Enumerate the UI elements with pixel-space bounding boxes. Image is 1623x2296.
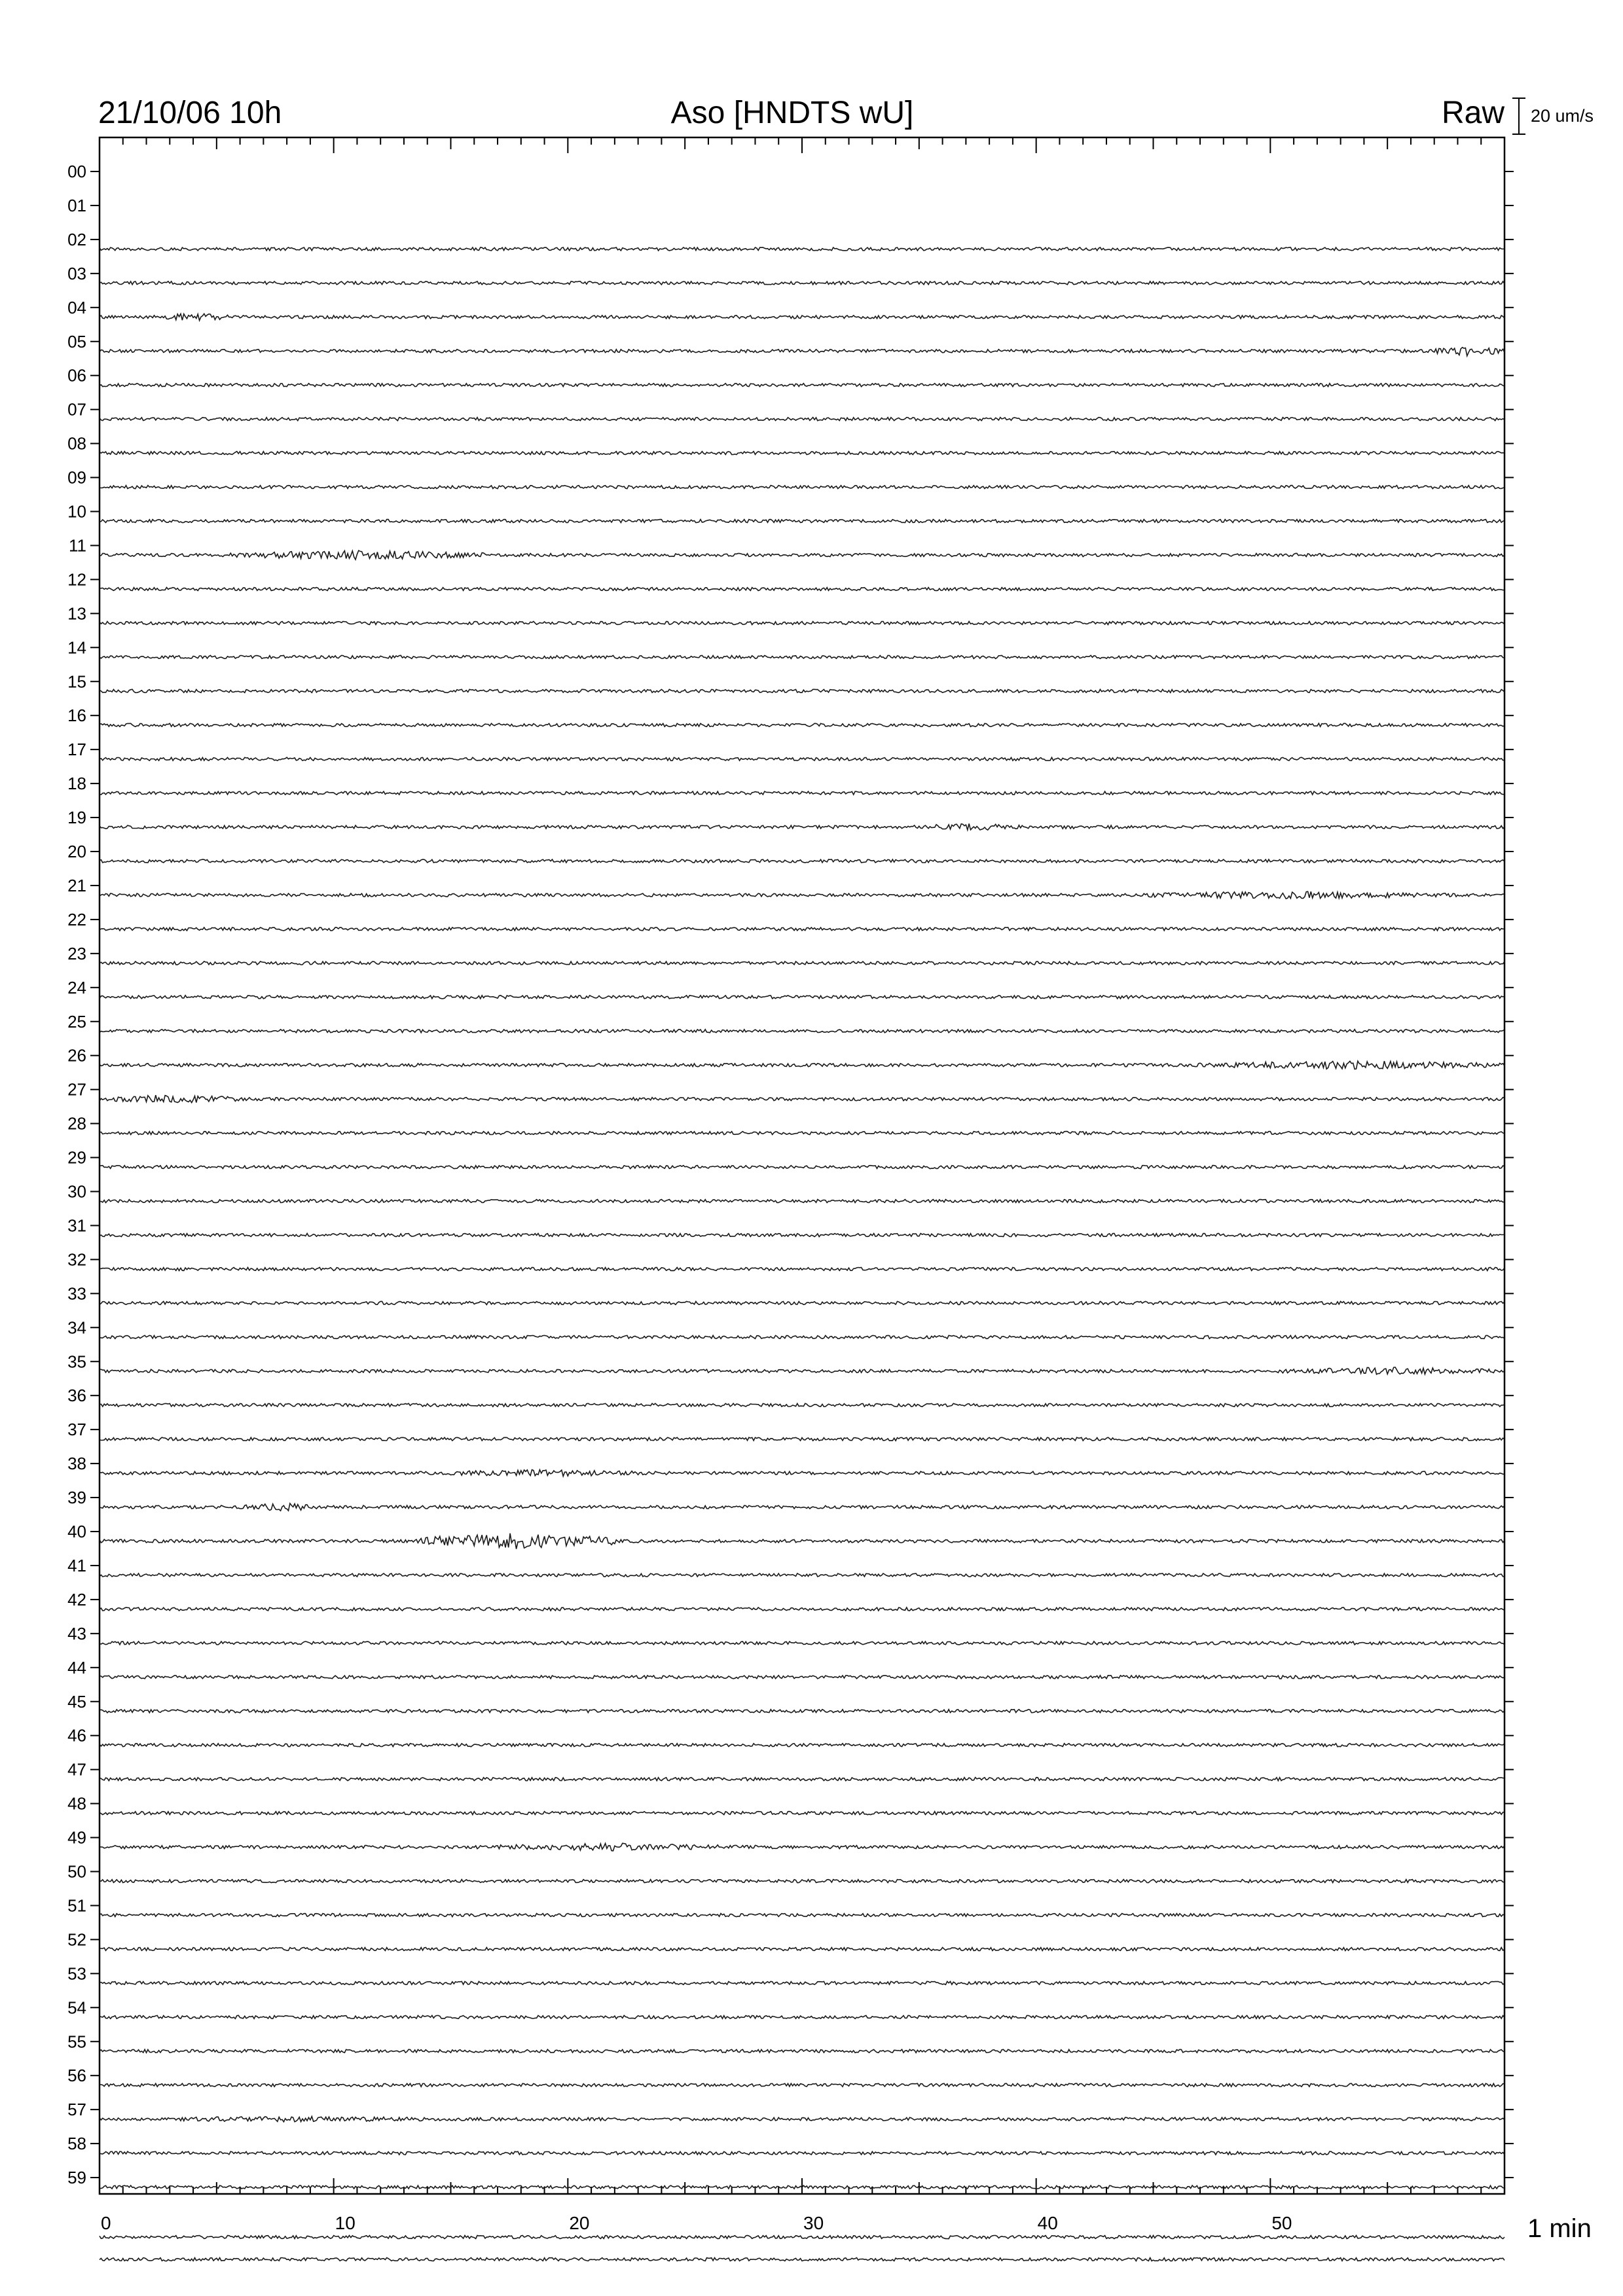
- time-unit-label: 1 min: [1527, 2214, 1592, 2243]
- row-label-47: 47: [67, 1759, 86, 1780]
- row-label-34: 34: [67, 1318, 86, 1338]
- chart-title: Aso [HNDTS wU]: [670, 96, 914, 130]
- trace-row-08: [100, 452, 1504, 455]
- trace-row-30: [100, 1200, 1504, 1203]
- amplitude-scale-bar: [1512, 98, 1525, 134]
- trace-row-55: [100, 2049, 1504, 2053]
- row-label-22: 22: [67, 909, 86, 929]
- row-label-54: 54: [67, 1998, 86, 2018]
- row-label-42: 42: [67, 1589, 86, 1609]
- row-label-37: 37: [67, 1420, 86, 1440]
- trace-row-10: [100, 520, 1504, 523]
- trace-row-32: [100, 1267, 1504, 1270]
- row-label-02: 02: [67, 229, 86, 249]
- row-label-50: 50: [67, 1861, 86, 1882]
- trace-row-46: [100, 1744, 1504, 1747]
- row-label-27: 27: [67, 1079, 86, 1100]
- trace-row-42: [100, 1607, 1504, 1611]
- row-label-49: 49: [67, 1827, 86, 1848]
- row-label-17: 17: [67, 740, 86, 760]
- row-label-43: 43: [67, 1623, 86, 1643]
- row-label-23: 23: [67, 943, 86, 963]
- row-label-18: 18: [67, 774, 86, 794]
- row-label-13: 13: [67, 603, 86, 624]
- row-label-08: 08: [67, 433, 86, 454]
- row-label-52: 52: [67, 1929, 86, 1950]
- row-label-15: 15: [67, 672, 86, 692]
- row-label-09: 09: [67, 467, 86, 488]
- trace-row-05: [100, 348, 1504, 356]
- trace-row-49: [100, 1843, 1504, 1851]
- row-label-07: 07: [67, 399, 86, 420]
- trace-row-25: [100, 1030, 1504, 1033]
- row-label-38: 38: [67, 1454, 86, 1474]
- row-label-59: 59: [67, 2168, 86, 2188]
- trace-row-48: [100, 1812, 1504, 1815]
- trace-row-53: [100, 1981, 1504, 1984]
- row-label-53: 53: [67, 1964, 86, 1984]
- trace-row-23: [100, 961, 1504, 965]
- row-label-36: 36: [67, 1386, 86, 1406]
- trace-row-57: [100, 2117, 1504, 2122]
- row-label-01: 01: [67, 195, 86, 215]
- trace-row-04: [100, 314, 1504, 320]
- row-label-40: 40: [67, 1522, 86, 1541]
- trace-row-28: [100, 1132, 1504, 1135]
- row-label-12: 12: [67, 569, 86, 590]
- x-tick-label-50: 50: [1271, 2213, 1292, 2233]
- trace-row-09: [100, 486, 1504, 489]
- trace-row-52: [100, 1948, 1504, 1951]
- trace-row-45: [100, 1710, 1504, 1713]
- x-tick-label-30: 30: [803, 2213, 824, 2233]
- row-label-51: 51: [67, 1895, 86, 1916]
- x-tick-label-20: 20: [569, 2213, 590, 2233]
- row-label-16: 16: [67, 706, 86, 726]
- row-label-00: 00: [67, 162, 86, 181]
- row-label-55: 55: [67, 2032, 86, 2052]
- trace-row-21: [100, 891, 1504, 899]
- row-label-48: 48: [67, 1793, 86, 1814]
- trace-row-29: [100, 1166, 1504, 1169]
- trace-row-03: [100, 281, 1504, 285]
- row-label-20: 20: [67, 842, 86, 861]
- time-ticks: [100, 137, 1504, 2194]
- trace-row-54: [100, 2015, 1504, 2018]
- trace-row-39: [100, 1503, 1504, 1511]
- row-label-57: 57: [67, 2100, 86, 2120]
- row-label-03: 03: [67, 263, 86, 283]
- row-label-19: 19: [67, 808, 86, 828]
- x-tick-label-0: 0: [101, 2213, 111, 2233]
- row-label-11: 11: [69, 535, 86, 556]
- x-tick-label-40: 40: [1037, 2213, 1058, 2233]
- plot-frame: [100, 137, 1504, 2194]
- row-label-25: 25: [67, 1011, 86, 1031]
- trace-row-12: [100, 588, 1504, 591]
- row-label-31: 31: [67, 1215, 86, 1236]
- header-datetime: 21/10/06 10h: [98, 96, 282, 130]
- trace-row-26: [100, 1061, 1504, 1069]
- row-label-56: 56: [67, 2066, 86, 2086]
- trace-row-22: [100, 927, 1504, 931]
- trace-row-35: [100, 1367, 1504, 1374]
- trace-row-02: [100, 247, 1504, 251]
- x-axis-labels: [101, 2213, 1292, 2233]
- row-label-35: 35: [67, 1352, 86, 1372]
- trace-row-56: [100, 2083, 1504, 2087]
- trace-row-27: [100, 1095, 1504, 1103]
- trace-row-44: [100, 1676, 1504, 1679]
- trace-row-06: [100, 384, 1504, 387]
- trace-row-13: [100, 621, 1504, 624]
- row-label-29: 29: [67, 1147, 86, 1168]
- header-mode: Raw: [1441, 96, 1504, 130]
- trace-row-37: [100, 1437, 1504, 1441]
- trace-row-43: [100, 1641, 1504, 1645]
- trace-row-50: [100, 1880, 1504, 1883]
- hour-minute-labels: [67, 162, 1514, 2187]
- trace-row-19: [100, 823, 1504, 830]
- trace-row-16: [100, 723, 1504, 726]
- trace-next-hour-1: [100, 2258, 1504, 2261]
- row-label-24: 24: [67, 977, 86, 997]
- row-label-28: 28: [67, 1113, 86, 1134]
- row-label-14: 14: [67, 637, 86, 658]
- row-label-04: 04: [67, 297, 86, 317]
- trace-row-34: [100, 1335, 1504, 1338]
- trace-row-47: [100, 1778, 1504, 1781]
- seismic-traces: [100, 247, 1504, 2261]
- row-label-30: 30: [67, 1181, 86, 1202]
- trace-row-58: [100, 2151, 1504, 2155]
- amplitude-scale-label: 20 um/s: [1531, 106, 1594, 126]
- trace-row-51: [100, 1914, 1504, 1917]
- trace-row-40: [100, 1534, 1504, 1549]
- row-label-45: 45: [67, 1691, 86, 1712]
- row-label-26: 26: [67, 1045, 86, 1066]
- trace-row-36: [100, 1403, 1504, 1407]
- row-label-41: 41: [67, 1555, 86, 1575]
- row-label-33: 33: [67, 1283, 86, 1304]
- row-label-46: 46: [67, 1725, 86, 1746]
- x-tick-label-10: 10: [335, 2213, 356, 2233]
- row-label-21: 21: [67, 875, 86, 895]
- row-label-39: 39: [67, 1488, 86, 1508]
- trace-next-hour-0: [100, 2236, 1504, 2239]
- row-label-32: 32: [67, 1249, 86, 1270]
- trace-row-20: [100, 859, 1504, 863]
- trace-row-33: [100, 1301, 1504, 1304]
- row-label-10: 10: [67, 501, 86, 522]
- trace-row-15: [100, 689, 1504, 692]
- trace-row-14: [100, 655, 1504, 658]
- row-label-44: 44: [67, 1657, 86, 1677]
- row-label-58: 58: [67, 2134, 86, 2154]
- row-label-06: 06: [67, 365, 86, 386]
- trace-row-24: [100, 996, 1504, 999]
- row-label-05: 05: [67, 331, 86, 351]
- trace-row-41: [100, 1573, 1504, 1577]
- trace-row-18: [100, 791, 1504, 795]
- trace-row-11: [100, 550, 1504, 560]
- trace-row-31: [100, 1234, 1504, 1237]
- trace-row-07: [100, 418, 1504, 421]
- trace-row-38: [100, 1470, 1504, 1477]
- trace-row-17: [100, 757, 1504, 761]
